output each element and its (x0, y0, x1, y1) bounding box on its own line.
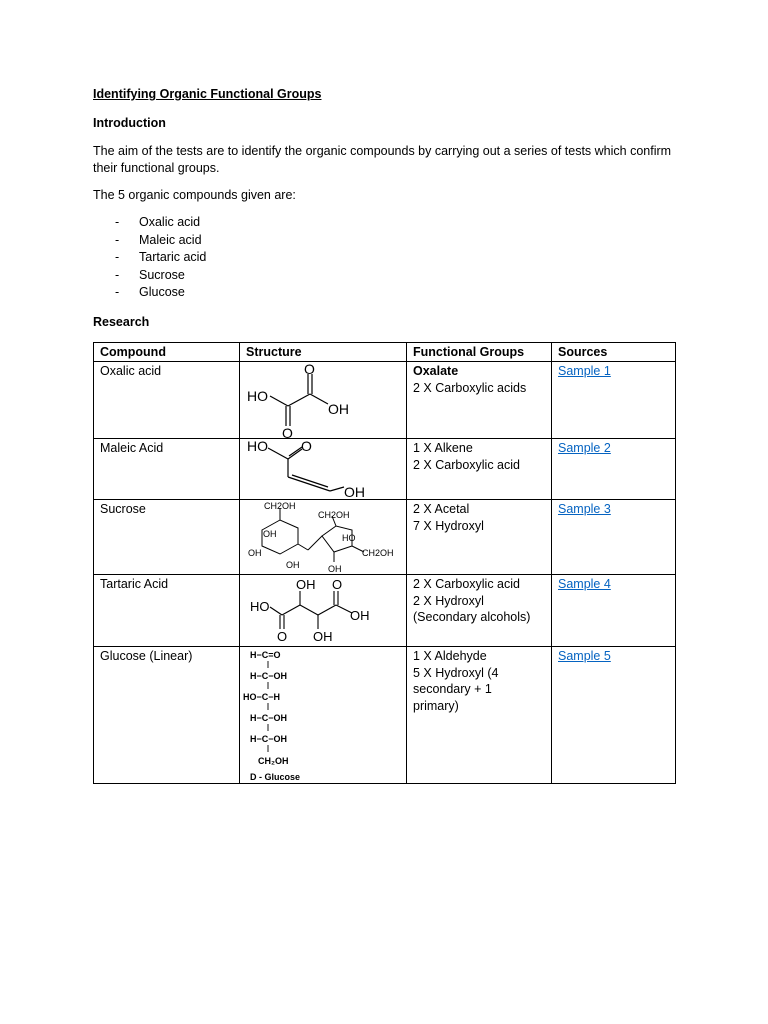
svg-text:OH: OH (328, 564, 342, 575)
structure-glucose (240, 647, 407, 784)
svg-text:OH: OH (286, 560, 300, 571)
svg-text:OH: OH (296, 577, 316, 593)
document-title: Identifying Organic Functional Groups (93, 87, 322, 101)
compound-cell: Oxalic acid (94, 362, 240, 439)
sources-cell (552, 362, 676, 439)
sources-cell (552, 500, 676, 575)
svg-text:OH: OH (328, 401, 349, 418)
functional-groups-cell: 1 X Aldehyde 5 X Hydroxyl (4 secondary + 1 primary) (407, 647, 552, 784)
sources-cell (552, 575, 676, 647)
svg-text:OH: OH (344, 484, 365, 500)
structure-tartaric-acid (240, 575, 407, 647)
column-header-sources: Sources (552, 342, 676, 362)
list-item: - Tartaric acid (115, 250, 207, 265)
svg-text:O: O (301, 439, 312, 455)
compound-cell: Maleic Acid (94, 439, 240, 500)
introduction-text: The aim of the tests are to identify the organic compounds by carrying out a series of tests which confirm their functional groups. (93, 144, 672, 175)
functional-groups-cell: Oxalate 2 X Carboxylic acids (407, 362, 552, 439)
svg-text:CH₂OH: CH₂OH (258, 756, 289, 767)
list-item: - Glucose (115, 285, 185, 300)
research-table (93, 342, 676, 785)
list-item: - Oxalic acid (115, 215, 201, 229)
table-row (94, 439, 676, 500)
structure-sucrose (240, 500, 407, 575)
source-link-sample-5[interactable]: Sample 5 (558, 649, 611, 664)
svg-text:H−C−OH: H−C−OH (250, 734, 288, 745)
svg-text:OH: OH (248, 548, 262, 559)
tartaric-acid-structure (240, 575, 405, 646)
sources-cell (552, 439, 676, 500)
table-row (94, 362, 676, 439)
functional-groups-cell: 2 X Carboxylic acid 2 X Hydroxyl (Secondary alcohols) (407, 575, 552, 647)
svg-text:OH: OH (350, 608, 370, 624)
list-item: - Maleic acid (115, 232, 202, 247)
table-row (94, 647, 676, 784)
svg-text:CH2OH: CH2OH (264, 501, 296, 512)
glucose-structure (240, 647, 405, 783)
svg-text:O: O (277, 629, 288, 645)
table-header-row (94, 342, 676, 362)
structure-maleic-acid (240, 439, 407, 500)
compound-cell: Sucrose (94, 500, 240, 575)
svg-text:HO: HO (342, 533, 356, 544)
svg-text:O: O (304, 362, 315, 378)
oxalic-acid-structure (240, 362, 405, 438)
svg-text:H−C=O: H−C=O (250, 650, 281, 661)
svg-text:O: O (332, 577, 343, 593)
functional-groups-cell: 2 X Acetal 7 X Hydroxyl (407, 500, 552, 575)
functional-groups-cell: 1 X Alkene 2 X Carboxylic acid (407, 439, 552, 500)
source-link-sample-2[interactable]: Sample 2 (558, 441, 611, 456)
column-header-structure: Structure (240, 342, 407, 362)
source-link-sample-1[interactable]: Sample 1 (558, 364, 611, 379)
sources-cell (552, 647, 676, 784)
sucrose-structure (240, 500, 405, 574)
compound-list (93, 214, 675, 302)
table-row (94, 575, 676, 647)
introduction-heading: Introduction (93, 116, 166, 130)
document-page (93, 86, 675, 784)
svg-text:H−C−OH: H−C−OH (250, 671, 288, 682)
svg-text:CH2OH: CH2OH (362, 548, 394, 559)
svg-text:HO−C−H: HO−C−H (243, 692, 281, 703)
svg-text:HO: HO (247, 388, 268, 405)
compound-cell: Glucose (Linear) (94, 647, 240, 784)
svg-text:H−C−OH: H−C−OH (250, 713, 288, 724)
source-link-sample-4[interactable]: Sample 4 (558, 577, 611, 592)
structure-oxalic-acid (240, 362, 407, 439)
research-heading: Research (93, 314, 150, 329)
svg-text:OH: OH (313, 629, 333, 645)
source-link-sample-3[interactable]: Sample 3 (558, 502, 611, 517)
compound-list-intro: The 5 organic compounds given are: (93, 188, 296, 202)
column-header-functional-groups: Functional Groups (407, 342, 552, 362)
compound-cell: Tartaric Acid (94, 575, 240, 647)
svg-text:O: O (282, 425, 293, 439)
table-row (94, 500, 676, 575)
column-header-compound: Compound (94, 342, 240, 362)
svg-text:D - Glucose: D - Glucose (250, 772, 301, 783)
svg-text:CH2OH: CH2OH (318, 510, 350, 521)
svg-text:HO: HO (247, 439, 268, 455)
maleic-acid-structure (240, 439, 405, 499)
svg-text:OH: OH (263, 529, 277, 540)
list-item: - Sucrose (115, 267, 185, 282)
svg-text:HO: HO (250, 599, 270, 615)
